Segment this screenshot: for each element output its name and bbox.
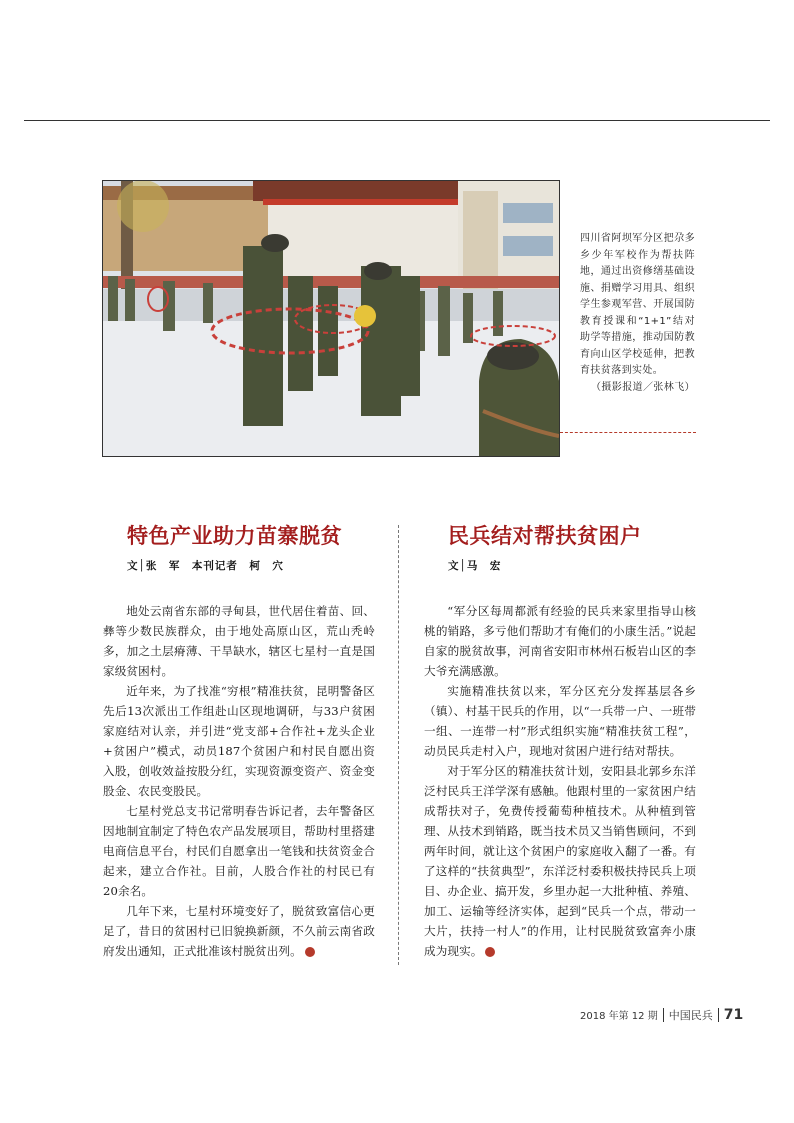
- paragraph: 七星村党总支书记常明春告诉记者，去年警备区因地制宜制定了特色农产品发展项目，帮助村里搭建电商信息平台，村民们自愿拿出一笔钱和扶贫资金合起来，建立合作社。目前，人股合作社的村民已有20余名。: [103, 804, 375, 898]
- end-mark-icon: [305, 947, 315, 957]
- paragraph: [103, 901, 375, 961]
- caption-text: 四川省阿坝军分区把尕多乡少年军校作为帮扶阵地，通过出资修缮基础设施、捐赠学习用具、组织学生参观军营、开展国防教育授课和“1+1”结对助学等措施，推动国防教育向山区学校延伸，把教育扶贫落到实处。: [580, 233, 695, 376]
- left-article-title: 特色产业助力苗寨脱贫: [127, 524, 342, 548]
- paragraph: 近年来，为了找准“穷根”精准扶贫，昆明警备区先后13次派出工作组赴山区现地调研，与33户贫困家庭结对认亲，并引进“党支部+合作社+龙头企业+贫困户”模式，动员187个贫困户和村民自愿出资入股，创收效益按股分红，实现资源变资产、资金变股金、农民变股民。: [103, 684, 375, 798]
- photo-caption: [580, 231, 695, 396]
- footer-separator: [718, 1008, 719, 1022]
- page-footer: [580, 1004, 744, 1023]
- end-mark-icon: [485, 947, 495, 957]
- header-rule: [24, 120, 770, 121]
- page-number: 71: [723, 1007, 744, 1023]
- footer-separator: [663, 1008, 664, 1022]
- left-article-body: [103, 601, 375, 961]
- issue-number: 2018 年第 12 期: [580, 1011, 658, 1022]
- caption-credit: （摄影报道／张林飞）: [591, 381, 695, 393]
- left-article-byline: 文│张 军 本刊记者 柯 穴: [127, 560, 284, 572]
- right-article-byline: 文│马 宏: [448, 560, 502, 572]
- left-article: [103, 520, 375, 961]
- right-article: [424, 520, 696, 961]
- right-article-title: 民兵结对帮扶贫困户: [448, 524, 642, 548]
- paragraph: 地处云南省东部的寻甸县，世代居住着苗、回、彝等少数民族群众，由于地处高原山区，荒山秃岭多，加之土层瘠薄、干旱缺水，辖区七星村一直是国家级贫困村。: [103, 604, 375, 678]
- paragraph-text: 几年下来，七星村环境变好了，脱贫致富信心更足了，昔日的贫困村已旧貌换新颜，不久前云南省政府发出通知，正式批准该村脱贫出列。: [103, 904, 375, 958]
- paragraph-text: 对于军分区的精准扶贫计划，安阳县北郭乡东洋泛村民兵王洋学深有感触。他跟村里的一家贫困户结成帮扶对子，免费传授葡萄种植技术。从种植到管理、从技术到销路，既当技术员又当销售顾问，不到两年时间，就让这个贫困户的家庭收入翻了一番。有了这样的“扶贫典型”，东洋泛村委积极扶持民兵上项目、办企业、搞开发，乡里办起一大批种植、养殖、加工、运输等经济实体，起到“民兵一个点，带动一大片，扶持一村人”的作用，让村民脱贫致富奔小康成为现实。: [424, 764, 696, 958]
- news-photo: [102, 180, 560, 457]
- paragraph: “军分区每周都派有经验的民兵来家里指导山核桃的销路，多亏他们帮助才有俺们的小康生活。”说起自家的脱贫故事，河南省安阳市林州石板岩山区的李大爷充满感激。: [424, 604, 696, 678]
- paragraph: 实施精准扶贫以来，军分区充分发挥基层各乡（镇）、村基干民兵的作用，以“一兵带一户、一班带一组、一连带一村”形式组织实施“精准扶贫工程”，动员民兵走村入户，现地对贫困户进行结对帮扶。: [424, 684, 696, 758]
- column-divider: [398, 525, 399, 965]
- caption-divider: [560, 432, 696, 433]
- right-article-body: [424, 601, 696, 961]
- paragraph: [424, 761, 696, 961]
- magazine-name: 中国民兵: [668, 1009, 713, 1022]
